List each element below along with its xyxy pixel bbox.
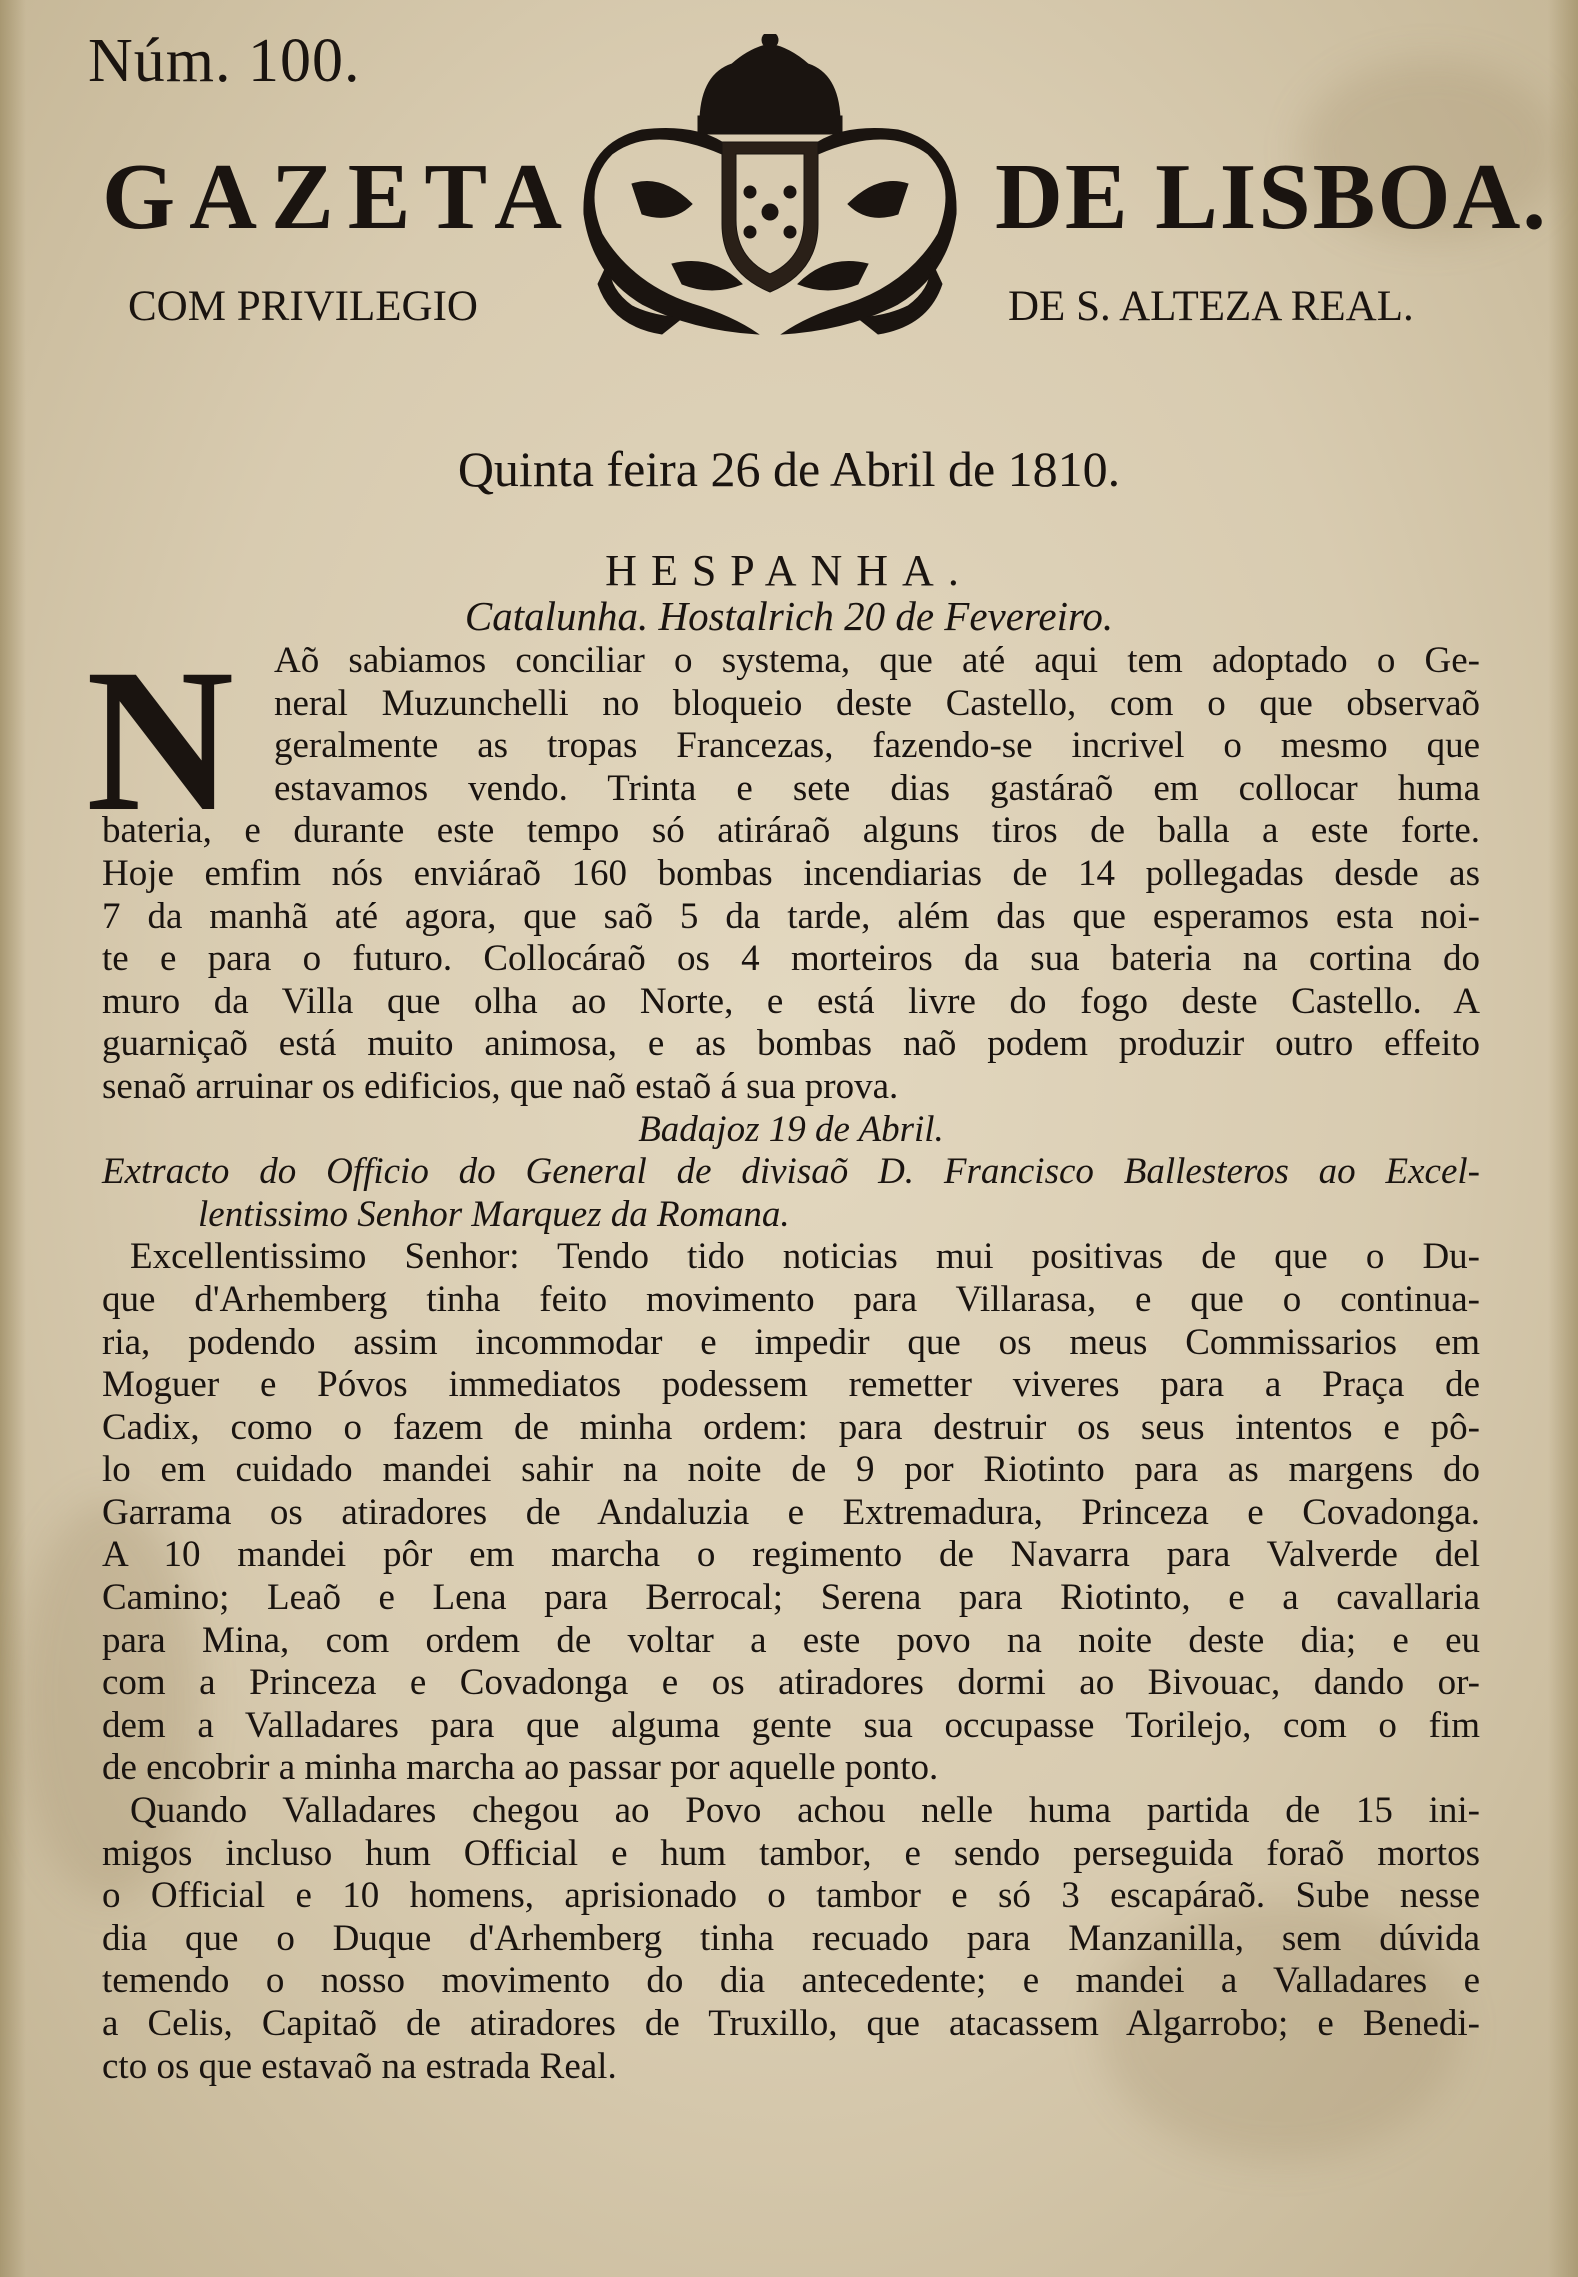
article-dateline: Catalunha. Hostalrich 20 de Fevereiro. xyxy=(464,593,1114,639)
text-line: 7 da manhã até agora, que saõ 5 da tarde, além das que esperamos esta noi- xyxy=(102,895,1480,937)
text-line: guarniçaõ está muito animosa, e as bombas naõ podem produzir outro effeito xyxy=(102,1023,1480,1065)
text-line: de encobrir a minha marcha ao passar por aquelle ponto. xyxy=(102,1747,939,1789)
extract-heading-line: lentissimo Senhor Marquez da Romana. xyxy=(198,1193,790,1235)
article-dateline: Badajoz 19 de Abril. xyxy=(638,1108,944,1150)
text-line: A 10 mandei pôr em marcha o regimento de Navarra para Valverde del xyxy=(102,1534,1480,1576)
paper-edge-left xyxy=(0,0,26,2277)
text-line: migos incluso hum Official e hum tambor, e sendo perseguida foraõ mortos xyxy=(102,1832,1480,1874)
text-line: que d'Arhemberg tinha feito movimento para Villarasa, e que o continua- xyxy=(102,1278,1480,1320)
masthead-title-left: GAZETA xyxy=(102,145,576,249)
issue-number: Núm. 100. xyxy=(88,27,361,95)
extract-heading-line: Extracto do Officio do General de divisaõ D. Francisco Ballesteros ao Excel- xyxy=(102,1151,1480,1193)
article-body xyxy=(102,640,1480,2088)
text-line: senaõ arruinar os edificios, que naõ estaõ á sua prova. xyxy=(102,1065,899,1107)
text-line: muro da Villa que olha ao Norte, e está livre do fogo deste Castello. A xyxy=(102,980,1480,1022)
text-line: o Official e 10 homens, aprisionado o tambor e só 3 escapáraõ. Sube nesse xyxy=(102,1875,1480,1917)
privilege-left: COM PRIVILEGIO xyxy=(128,283,478,330)
text-line: a Celis, Capitaõ de atiradores de Truxillo, que atacassem Algarrobo; e Benedi- xyxy=(102,2003,1480,2044)
text-line: Aõ sabiamos conciliar o systema, que até aqui tem adoptado o Ge- xyxy=(274,640,1480,681)
text-line: para Mina, com ordem de voltar a este povo na noite deste dia; e eu xyxy=(102,1619,1480,1661)
privilege-right: DE S. ALTEZA REAL. xyxy=(1008,283,1414,330)
text-line: estavamos vendo. Trinta e sete dias gastáraõ em collocar huma xyxy=(274,767,1480,809)
text-line: com a Princeza e Covadonga e os atiradores dormi ao Bivouac, dando or- xyxy=(102,1662,1480,1704)
text-line: Excellentissimo Senhor: Tendo tido noticias mui positivas de que o Du- xyxy=(130,1236,1480,1278)
text-line: Quando Valladares chegou ao Povo achou nelle huma partida de 15 ini- xyxy=(130,1790,1480,1832)
text-line: dia que o Duque d'Arhemberg tinha recuado para Manzanilla, sem dúvida xyxy=(102,1917,1480,1959)
section-heading: HESPANHA. xyxy=(605,546,973,595)
royal-coat-of-arms-icon xyxy=(572,34,968,352)
text-line: lo em cuidado mandei sahir na noite de 9 por Riotinto para as margens do xyxy=(102,1449,1480,1491)
text-line: Cadix, como o fazem de minha ordem: para destruir os seus intentos e pô- xyxy=(102,1406,1480,1448)
text-line: dem a Valladares para que alguma gente sua occupasse Torilejo, com o fim xyxy=(102,1704,1480,1746)
masthead-title-right: DE LISBOA. xyxy=(995,145,1548,249)
text-line: geralmente as tropas Francezas, fazendo-se incrivel o mesmo que xyxy=(274,725,1480,767)
text-line: Camino; Leaõ e Lena para Berrocal; Serena para Riotinto, e a cavallaria xyxy=(102,1577,1480,1619)
text-line: ria, podendo assim incommodar e impedir que os meus Commissarios em xyxy=(102,1321,1480,1363)
text-line: Moguer e Póvos immediatos podessem remetter viveres para a Praça de xyxy=(102,1364,1480,1406)
text-line: te e para o futuro. Collocáraõ os 4 morteiros da sua bateria na cortina do xyxy=(102,938,1480,980)
text-line: neral Muzunchelli no bloqueio deste Castello, com o que observaõ xyxy=(274,682,1480,724)
paper-edge-right xyxy=(1548,0,1578,2277)
text-line: bateria, e durante este tempo só atiráraõ alguns tiros de balla a este forte. xyxy=(102,810,1480,852)
issue-date: Quinta feira 26 de Abril de 1810. xyxy=(457,441,1121,497)
text-line: Garrama os atiradores de Andaluzia e Extremadura, Princeza e Covadonga. xyxy=(102,1491,1480,1533)
text-line: cto os que estavaõ na estrada Real. xyxy=(102,2045,617,2087)
text-line: temendo o nosso movimento do dia antecedente; e mandei a Valladares e xyxy=(102,1960,1480,2002)
drop-cap: N xyxy=(86,627,235,854)
text-line: Hoje emfim nós enviáraõ 160 bombas incendiarias de 14 pollegadas desde as xyxy=(102,852,1480,894)
